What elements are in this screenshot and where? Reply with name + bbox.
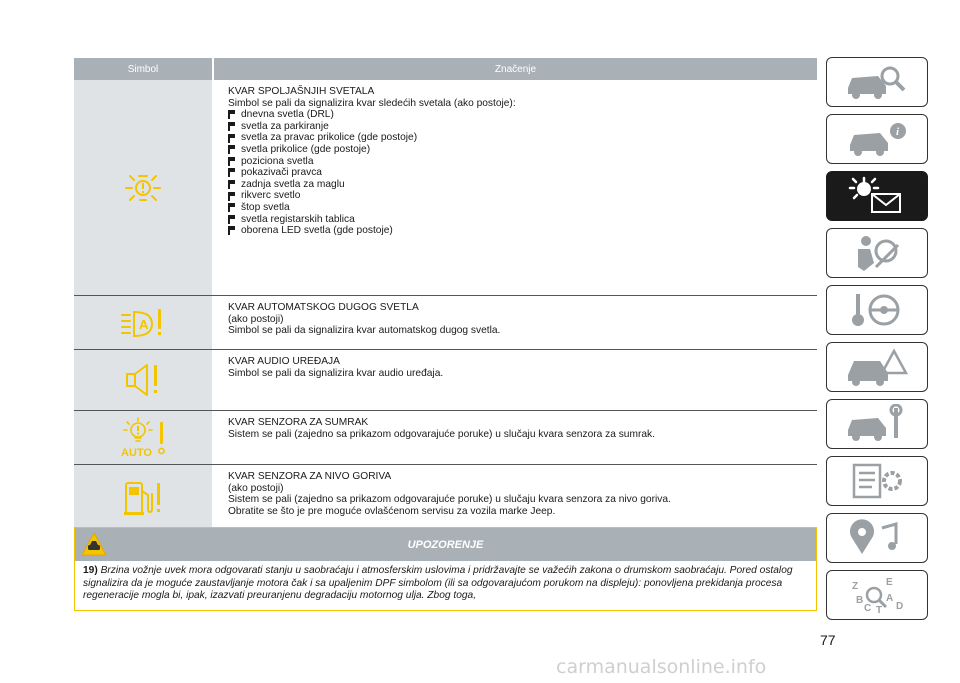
row-text: Simbol se pali da signalizira kvar automatskog dugog svetla. bbox=[228, 325, 501, 337]
car-search-icon bbox=[842, 62, 912, 102]
bullet-icon bbox=[228, 122, 236, 131]
tab-safety[interactable] bbox=[826, 228, 928, 278]
header-symbol: Simbol bbox=[74, 58, 214, 80]
tab-warning-lights[interactable] bbox=[826, 171, 928, 221]
bullet-icon bbox=[228, 215, 236, 224]
list-item: svetla registarskih tablica bbox=[228, 214, 817, 226]
tab-index[interactable] bbox=[826, 570, 928, 620]
tab-maintenance[interactable] bbox=[826, 399, 928, 449]
list-item: svetla za parkiranje bbox=[228, 121, 817, 133]
dusk-sensor-fault-icon bbox=[118, 416, 168, 460]
row-text: Simbol se pali da signalizira kvar audio uređaja. bbox=[228, 367, 444, 379]
header-meaning: Značenje bbox=[494, 63, 537, 75]
bullet-icon bbox=[228, 192, 236, 201]
warning-paragraph: Brzina vožnje uvek mora odgovarati stanju u saobraćaju i atmosferskim uslovima i pridržavajte se važećih zakona o drumskom saobraćaju. Pored ostalog signalizira da je moguće zaustavljanje motora čak i sa upaljenim DPF simbolom (ili sa odgovarajućom porukom na displeju): ponovljena prekidanja procesa regeneracije mogla bi, ipak, izazvati preuranjenu degradaciju motornog ulja. Zbog toga, bbox=[83, 565, 793, 601]
audio-fault-icon bbox=[123, 362, 163, 398]
tab-car-info[interactable] bbox=[826, 114, 928, 164]
list-item: pokazivači pravca bbox=[228, 167, 817, 179]
svg-text:E: E bbox=[886, 577, 893, 588]
car-service-icon bbox=[842, 404, 912, 444]
table-row bbox=[74, 296, 817, 350]
airbag-seat-icon bbox=[842, 233, 912, 273]
row-text: Simbol se pali da signalizira kvar sledećih svetala (ako postoje): bbox=[228, 97, 516, 109]
row-title: KVAR SENZORA ZA SUMRAK bbox=[228, 417, 369, 428]
list-item: oborena LED svetla (gde postoje) bbox=[228, 225, 817, 237]
list-item: dnevna svetla (DRL) bbox=[228, 109, 817, 121]
bullet-icon bbox=[228, 226, 236, 235]
tab-multimedia[interactable] bbox=[826, 513, 928, 563]
symbol-cell bbox=[74, 296, 214, 349]
warning-car-icon bbox=[81, 532, 107, 556]
symbol-cell bbox=[74, 465, 214, 532]
bullet-icon bbox=[228, 203, 236, 212]
table-row bbox=[74, 465, 817, 533]
bullet-icon bbox=[228, 157, 236, 166]
car-info-icon bbox=[842, 119, 912, 159]
warning-box bbox=[74, 527, 817, 611]
bullet-icon bbox=[228, 180, 236, 189]
svg-text:D: D bbox=[896, 601, 904, 612]
chapter-tabs bbox=[826, 57, 928, 627]
tab-emergency[interactable] bbox=[826, 342, 928, 392]
tab-starting-driving[interactable] bbox=[826, 285, 928, 335]
meaning-cell bbox=[214, 80, 817, 295]
svg-text:T: T bbox=[876, 605, 883, 615]
svg-text:A: A bbox=[139, 316, 149, 332]
list-item: zadnja svetla za maglu bbox=[228, 179, 817, 191]
page-number: 77 bbox=[820, 632, 836, 648]
list-item: svetla prikolice (gde postoje) bbox=[228, 144, 817, 156]
row-title: KVAR SPOLJAŠNJIH SVETALA bbox=[228, 86, 375, 97]
svg-text:Z: Z bbox=[852, 581, 859, 592]
key-steering-wheel-icon bbox=[842, 290, 912, 330]
symbol-cell bbox=[74, 411, 214, 464]
warning-header bbox=[75, 528, 816, 561]
svg-text:B: B bbox=[856, 595, 864, 606]
warning-light-message-icon bbox=[842, 176, 912, 216]
symbol-cell bbox=[74, 350, 214, 410]
bullet-icon bbox=[228, 145, 236, 154]
row-title: KVAR AUDIO UREĐAJA bbox=[228, 356, 340, 367]
symbol-cell bbox=[74, 80, 214, 295]
meaning-cell bbox=[214, 296, 817, 349]
tab-technical-data[interactable] bbox=[826, 456, 928, 506]
row-text: Sistem se pali (zajedno sa prikazom odgovarajuće poruke) u slučaju kvara senzora za nivo goriva. bbox=[228, 494, 671, 506]
warning-text bbox=[75, 561, 816, 607]
exterior-light-fault-icon bbox=[123, 168, 163, 208]
row-title: KVAR SENZORA ZA NIVO GORIVA bbox=[228, 471, 392, 482]
list-item: rikverc svetlo bbox=[228, 190, 817, 202]
tab-car-search[interactable] bbox=[826, 57, 928, 107]
bullet-icon bbox=[228, 168, 236, 177]
car-crash-icon bbox=[842, 347, 912, 387]
row-text: (ako postoji) bbox=[228, 313, 284, 325]
warning-title: UPOZORENJE bbox=[407, 538, 484, 551]
svg-text:C: C bbox=[864, 603, 872, 614]
fuel-level-sensor-fault-icon bbox=[122, 479, 164, 519]
list-item: poziciona svetla bbox=[228, 156, 817, 168]
bullet-icon bbox=[228, 134, 236, 143]
row-title: KVAR AUTOMATSKOG DUGOG SVETLA bbox=[228, 302, 419, 313]
meaning-cell bbox=[214, 411, 817, 464]
spec-gear-icon bbox=[842, 461, 912, 501]
table-header bbox=[74, 58, 817, 80]
warning-lights-table bbox=[74, 58, 817, 533]
bullet-icon bbox=[228, 110, 236, 119]
row-text: Obratite se što je pre moguće ovlašćenom servisu za vozila marke Jeep. bbox=[228, 505, 556, 517]
row-text: Sistem se pali (zajedno sa prikazom odgovarajuće poruke) u slučaju kvara senzora za sumrak. bbox=[228, 428, 655, 440]
table-row bbox=[74, 411, 817, 465]
meaning-cell bbox=[214, 350, 817, 410]
table-row bbox=[74, 80, 817, 296]
auto-icon-label: AUTO bbox=[121, 446, 152, 459]
auto-high-beam-fault-icon bbox=[120, 306, 166, 340]
svg-text:i: i bbox=[896, 126, 900, 138]
svg-text:A: A bbox=[886, 593, 894, 604]
table-row bbox=[74, 350, 817, 411]
warning-number: 19) bbox=[83, 565, 98, 576]
list-item: štop svetla bbox=[228, 202, 817, 214]
meaning-cell bbox=[214, 465, 817, 532]
row-text: (ako postoji) bbox=[228, 482, 284, 494]
watermark: carmanualsonline.info bbox=[556, 656, 767, 678]
list-item: svetla za pravac prikolice (gde postoje) bbox=[228, 132, 817, 144]
multimedia-icon bbox=[842, 518, 912, 558]
index-icon bbox=[842, 575, 912, 615]
